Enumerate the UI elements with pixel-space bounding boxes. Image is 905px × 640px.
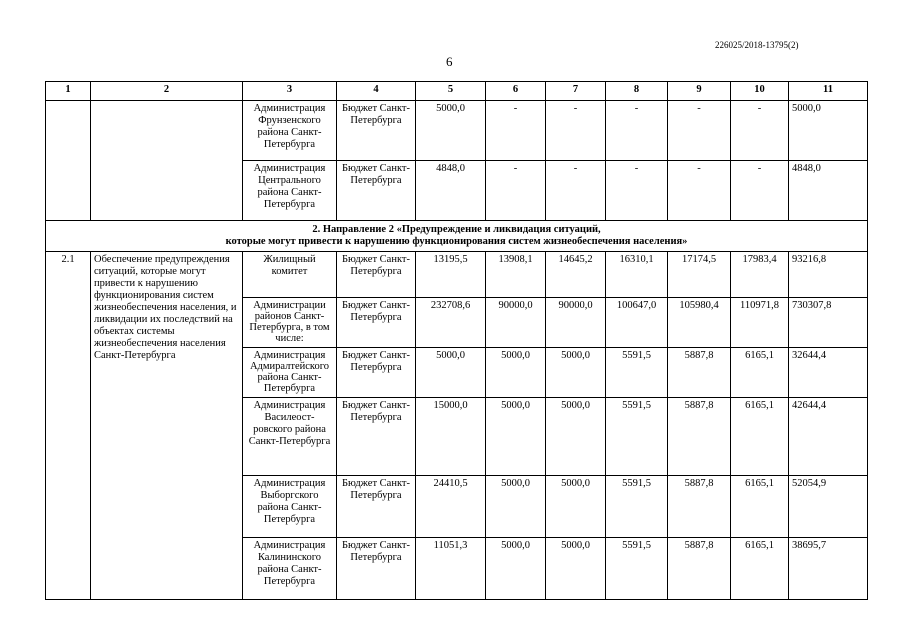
value-cell: 100647,0 <box>606 298 668 348</box>
column-header: 2 <box>91 82 243 101</box>
value-cell: 5591,5 <box>606 348 668 398</box>
value-cell: 6165,1 <box>731 348 789 398</box>
value-cell: 5000,0 <box>486 538 546 600</box>
total-cell: 730307,8 <box>789 298 868 348</box>
section-heading <box>46 221 868 252</box>
value-cell: 6165,1 <box>731 538 789 600</box>
value-cell: 6165,1 <box>731 476 789 538</box>
value-cell: 4848,0 <box>416 161 486 221</box>
column-header: 8 <box>606 82 668 101</box>
value-cell: 90000,0 <box>546 298 606 348</box>
organization-cell: Администрации районов Санкт-Петербурга, в том числе: <box>243 298 337 348</box>
value-cell: 6165,1 <box>731 398 789 476</box>
item-index: 2.1 <box>46 252 91 600</box>
value-cell: 90000,0 <box>486 298 546 348</box>
value-cell: 17983,4 <box>731 252 789 298</box>
column-header: 3 <box>243 82 337 101</box>
value-cell: 15000,0 <box>416 398 486 476</box>
value-cell: 5000,0 <box>486 398 546 476</box>
funding-source-cell: Бюджет Санкт-Петербурга <box>337 348 416 398</box>
column-header: 10 <box>731 82 789 101</box>
section-heading-row <box>46 221 868 252</box>
value-cell: 5887,8 <box>668 348 731 398</box>
total-cell: 52054,9 <box>789 476 868 538</box>
organization-cell: Администрация Адмиралтейского района Санкт-Петербурга <box>243 348 337 398</box>
value-cell: 5000,0 <box>546 476 606 538</box>
column-header: 5 <box>416 82 486 101</box>
value-cell: - <box>606 161 668 221</box>
value-cell: 232708,6 <box>416 298 486 348</box>
funding-source-cell: Бюджет Санкт-Петербурга <box>337 298 416 348</box>
page-number: 6 <box>446 54 453 69</box>
budget-table <box>45 81 868 600</box>
value-cell: 13195,5 <box>416 252 486 298</box>
value-cell: - <box>731 161 789 221</box>
total-cell: 32644,4 <box>789 348 868 398</box>
total-cell: 93216,8 <box>789 252 868 298</box>
section-heading-line: 2. Направление 2 «Предупреждение и ликвидация ситуаций, <box>312 224 601 235</box>
value-cell: 110971,8 <box>731 298 789 348</box>
column-header: 6 <box>486 82 546 101</box>
empty-index-cell <box>46 101 91 221</box>
value-cell: - <box>546 161 606 221</box>
value-cell: 5000,0 <box>486 348 546 398</box>
funding-source-cell: Бюджет Санкт-Петербурга <box>337 538 416 600</box>
value-cell: 16310,1 <box>606 252 668 298</box>
document-number: 226025/2018-13795(2) <box>715 40 799 50</box>
value-cell: 14645,2 <box>546 252 606 298</box>
funding-source-cell: Бюджет Санкт-Петербурга <box>337 398 416 476</box>
value-cell: 5591,5 <box>606 398 668 476</box>
value-cell: 24410,5 <box>416 476 486 538</box>
organization-cell: Администрация Василеост-ровского района Санкт-Петербурга <box>243 398 337 476</box>
total-cell: 5000,0 <box>789 101 868 161</box>
value-cell: 5591,5 <box>606 538 668 600</box>
organization-cell: Администрация Калининского района Санкт-Петербурга <box>243 538 337 600</box>
value-cell: - <box>606 101 668 161</box>
column-number-row <box>46 82 868 101</box>
value-cell: 13908,1 <box>486 252 546 298</box>
funding-source-cell: Бюджет Санкт-Петербурга <box>337 161 416 221</box>
value-cell: 5000,0 <box>546 398 606 476</box>
value-cell: 105980,4 <box>668 298 731 348</box>
value-cell: 5887,8 <box>668 398 731 476</box>
total-cell: 4848,0 <box>789 161 868 221</box>
value-cell: 5000,0 <box>416 348 486 398</box>
funding-source-cell: Бюджет Санкт-Петербурга <box>337 252 416 298</box>
value-cell: - <box>486 101 546 161</box>
value-cell: 5887,8 <box>668 476 731 538</box>
organization-cell: Администрация Фрунзенского района Санкт-Петербурга <box>243 101 337 161</box>
funding-source-cell: Бюджет Санкт-Петербурга <box>337 476 416 538</box>
value-cell: 5591,5 <box>606 476 668 538</box>
value-cell: 5000,0 <box>546 538 606 600</box>
value-cell: 5887,8 <box>668 538 731 600</box>
empty-description-cell <box>91 101 243 221</box>
section-heading-line: которые могут привести к нарушению функционирования систем жизнеобеспечения населения» <box>225 236 688 247</box>
item-description: Обеспечение предупреждения ситуаций, которые могут привести к нарушению функционирования систем жизнеобеспечения населения, и ликвидации их последствий на объектах системы жизнеобеспечения населения Санкт-Петербурга <box>91 252 243 600</box>
column-header: 11 <box>789 82 868 101</box>
value-cell: 5000,0 <box>546 348 606 398</box>
organization-cell: Жилищный комитет <box>243 252 337 298</box>
column-header: 4 <box>337 82 416 101</box>
table-row <box>46 252 868 298</box>
value-cell: 11051,3 <box>416 538 486 600</box>
value-cell: - <box>668 101 731 161</box>
value-cell: 5000,0 <box>486 476 546 538</box>
organization-cell: Администрация Центрального района Санкт-Петербурга <box>243 161 337 221</box>
column-header: 7 <box>546 82 606 101</box>
organization-cell: Администрация Выборгского района Санкт-Петербурга <box>243 476 337 538</box>
value-cell: - <box>486 161 546 221</box>
column-header: 9 <box>668 82 731 101</box>
value-cell: - <box>668 161 731 221</box>
funding-source-cell: Бюджет Санкт-Петербурга <box>337 101 416 161</box>
value-cell: 5000,0 <box>416 101 486 161</box>
value-cell: - <box>546 101 606 161</box>
value-cell: - <box>731 101 789 161</box>
table-row <box>46 101 868 161</box>
total-cell: 38695,7 <box>789 538 868 600</box>
value-cell: 17174,5 <box>668 252 731 298</box>
total-cell: 42644,4 <box>789 398 868 476</box>
column-header: 1 <box>46 82 91 101</box>
